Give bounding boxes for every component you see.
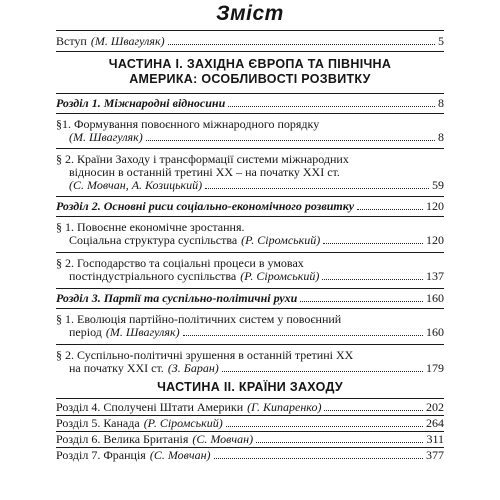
leader-dots xyxy=(322,278,423,280)
entry-author: (С. Мовчан) xyxy=(149,448,211,462)
entry-label: § 1. Еволюція партійно-політичних систем у повоєнний xyxy=(56,312,342,326)
top-divider xyxy=(56,30,444,31)
entry-page: 59 xyxy=(432,178,444,192)
divider xyxy=(56,93,444,94)
entry-label: Розділ 2. Основні риси соціально-економічного розвитку xyxy=(56,199,355,213)
leader-dots xyxy=(222,370,423,372)
leader-dots xyxy=(228,105,435,107)
entry-label-continued: Соціальна структура суспільства xyxy=(69,233,238,247)
entry-author: (Р. Сіромський) xyxy=(143,416,223,430)
leader-dots xyxy=(168,43,435,45)
divider xyxy=(56,51,444,52)
entry-page: 179 xyxy=(426,361,444,375)
entry-label: Розділ 1. Міжнародні відносини xyxy=(56,96,226,110)
divider xyxy=(56,113,444,114)
entry-author: (З. Баран) xyxy=(167,361,219,375)
entry-label: § 1. Повоєнне економічне зростання. xyxy=(56,220,245,234)
entry-author: (Г. Кипаренко) xyxy=(247,400,322,414)
toc-section xyxy=(56,292,444,305)
entry-label-continued: постіндустріального суспільства xyxy=(69,269,237,283)
divider xyxy=(56,288,444,289)
entry-author: (Р. Сіромський) xyxy=(241,233,321,247)
divider xyxy=(56,344,444,345)
leader-dots xyxy=(323,242,423,244)
toc-entry xyxy=(56,153,444,192)
entry-page: 8 xyxy=(438,96,444,110)
entry-page: 5 xyxy=(438,34,444,48)
entry-author: (Р. Сіромський) xyxy=(240,269,320,283)
toc-entry-chapter xyxy=(56,449,444,462)
entry-author: (М. Швагуляк) xyxy=(105,325,180,339)
toc-entry xyxy=(56,118,444,144)
entry-label: § 2. Країни Заходу і трансформації системи міжнародних xyxy=(56,152,349,166)
page-title: Зміст xyxy=(216,2,284,25)
entry-page: 120 xyxy=(426,233,444,247)
leader-dots xyxy=(183,334,423,336)
toc-entry xyxy=(56,349,444,375)
entry-label: § 2. Господарство та соціальні процеси в умовах xyxy=(56,256,304,270)
entry-page: 120 xyxy=(426,199,444,213)
toc-entry-chapter xyxy=(56,401,444,414)
entry-page: 264 xyxy=(426,416,444,430)
part-heading-line: АМЕРИКА: ОСОБЛИВОСТІ РОЗВИТКУ xyxy=(129,72,371,86)
entry-label: Розділ 5. Канада xyxy=(56,416,140,430)
leader-dots xyxy=(146,139,435,141)
leader-dots xyxy=(300,300,423,302)
entry-page: 377 xyxy=(426,448,444,462)
entry-author: (М. Швагуляк) xyxy=(69,130,143,144)
leader-dots xyxy=(214,457,423,459)
toc-entry-chapter xyxy=(56,417,444,430)
entry-page: 137 xyxy=(426,269,444,283)
divider xyxy=(56,216,444,217)
entry-label: Розділ 3. Партії та суспільно-політичні рухи xyxy=(56,291,298,305)
entry-label: § 2. Суспільно-політичні зрушення в останній третині XX xyxy=(56,348,354,362)
entry-page: 160 xyxy=(426,291,444,305)
part-heading xyxy=(56,57,444,87)
entry-label: Розділ 4. Сполучені Штати Америки xyxy=(56,400,244,414)
entry-author: (М. Швагуляк) xyxy=(90,34,165,48)
entry-page: 160 xyxy=(426,325,444,339)
leader-dots xyxy=(205,187,429,189)
toc-section xyxy=(56,200,444,213)
entry-page: 311 xyxy=(426,432,444,446)
divider xyxy=(56,196,444,197)
leader-dots xyxy=(357,208,423,210)
toc-entry-intro xyxy=(56,35,444,48)
toc-entry-chapter xyxy=(56,433,444,446)
part-heading: ЧАСТИНА ІІ. КРАЇНИ ЗАХОДУ xyxy=(157,380,343,394)
entry-label: Вступ xyxy=(56,34,87,48)
toc-section xyxy=(56,97,444,110)
divider xyxy=(56,252,444,253)
part-heading-line: ЧАСТИНА І. ЗАХІДНА ЄВРОПА ТА ПІВНІЧНА xyxy=(108,57,392,71)
entry-label-continued: на початку XXI ст. xyxy=(69,361,164,375)
entry-label-continued: відносин в останній третині XX – на початку XXI ст. xyxy=(69,165,340,179)
divider xyxy=(56,148,444,149)
entry-author: (С. Мовчан) xyxy=(192,432,254,446)
entry-page: 202 xyxy=(426,400,444,414)
leader-dots xyxy=(256,441,423,443)
entry-page: 8 xyxy=(438,130,444,144)
divider xyxy=(56,308,444,309)
entry-label-continued: період xyxy=(69,325,102,339)
leader-dots xyxy=(226,425,423,427)
toc-entry xyxy=(56,257,444,283)
entry-label: Розділ 6. Велика Британія xyxy=(56,432,189,446)
toc-entry xyxy=(56,313,444,339)
entry-label: Розділ 7. Франція xyxy=(56,448,146,462)
entry-label: §1. Формування повоєнного міжнародного порядку xyxy=(56,117,320,131)
leader-dots xyxy=(324,409,423,411)
divider xyxy=(56,398,444,399)
entry-author: (С. Мовчан, А. Козицький) xyxy=(69,178,203,192)
toc-entry xyxy=(56,221,444,247)
